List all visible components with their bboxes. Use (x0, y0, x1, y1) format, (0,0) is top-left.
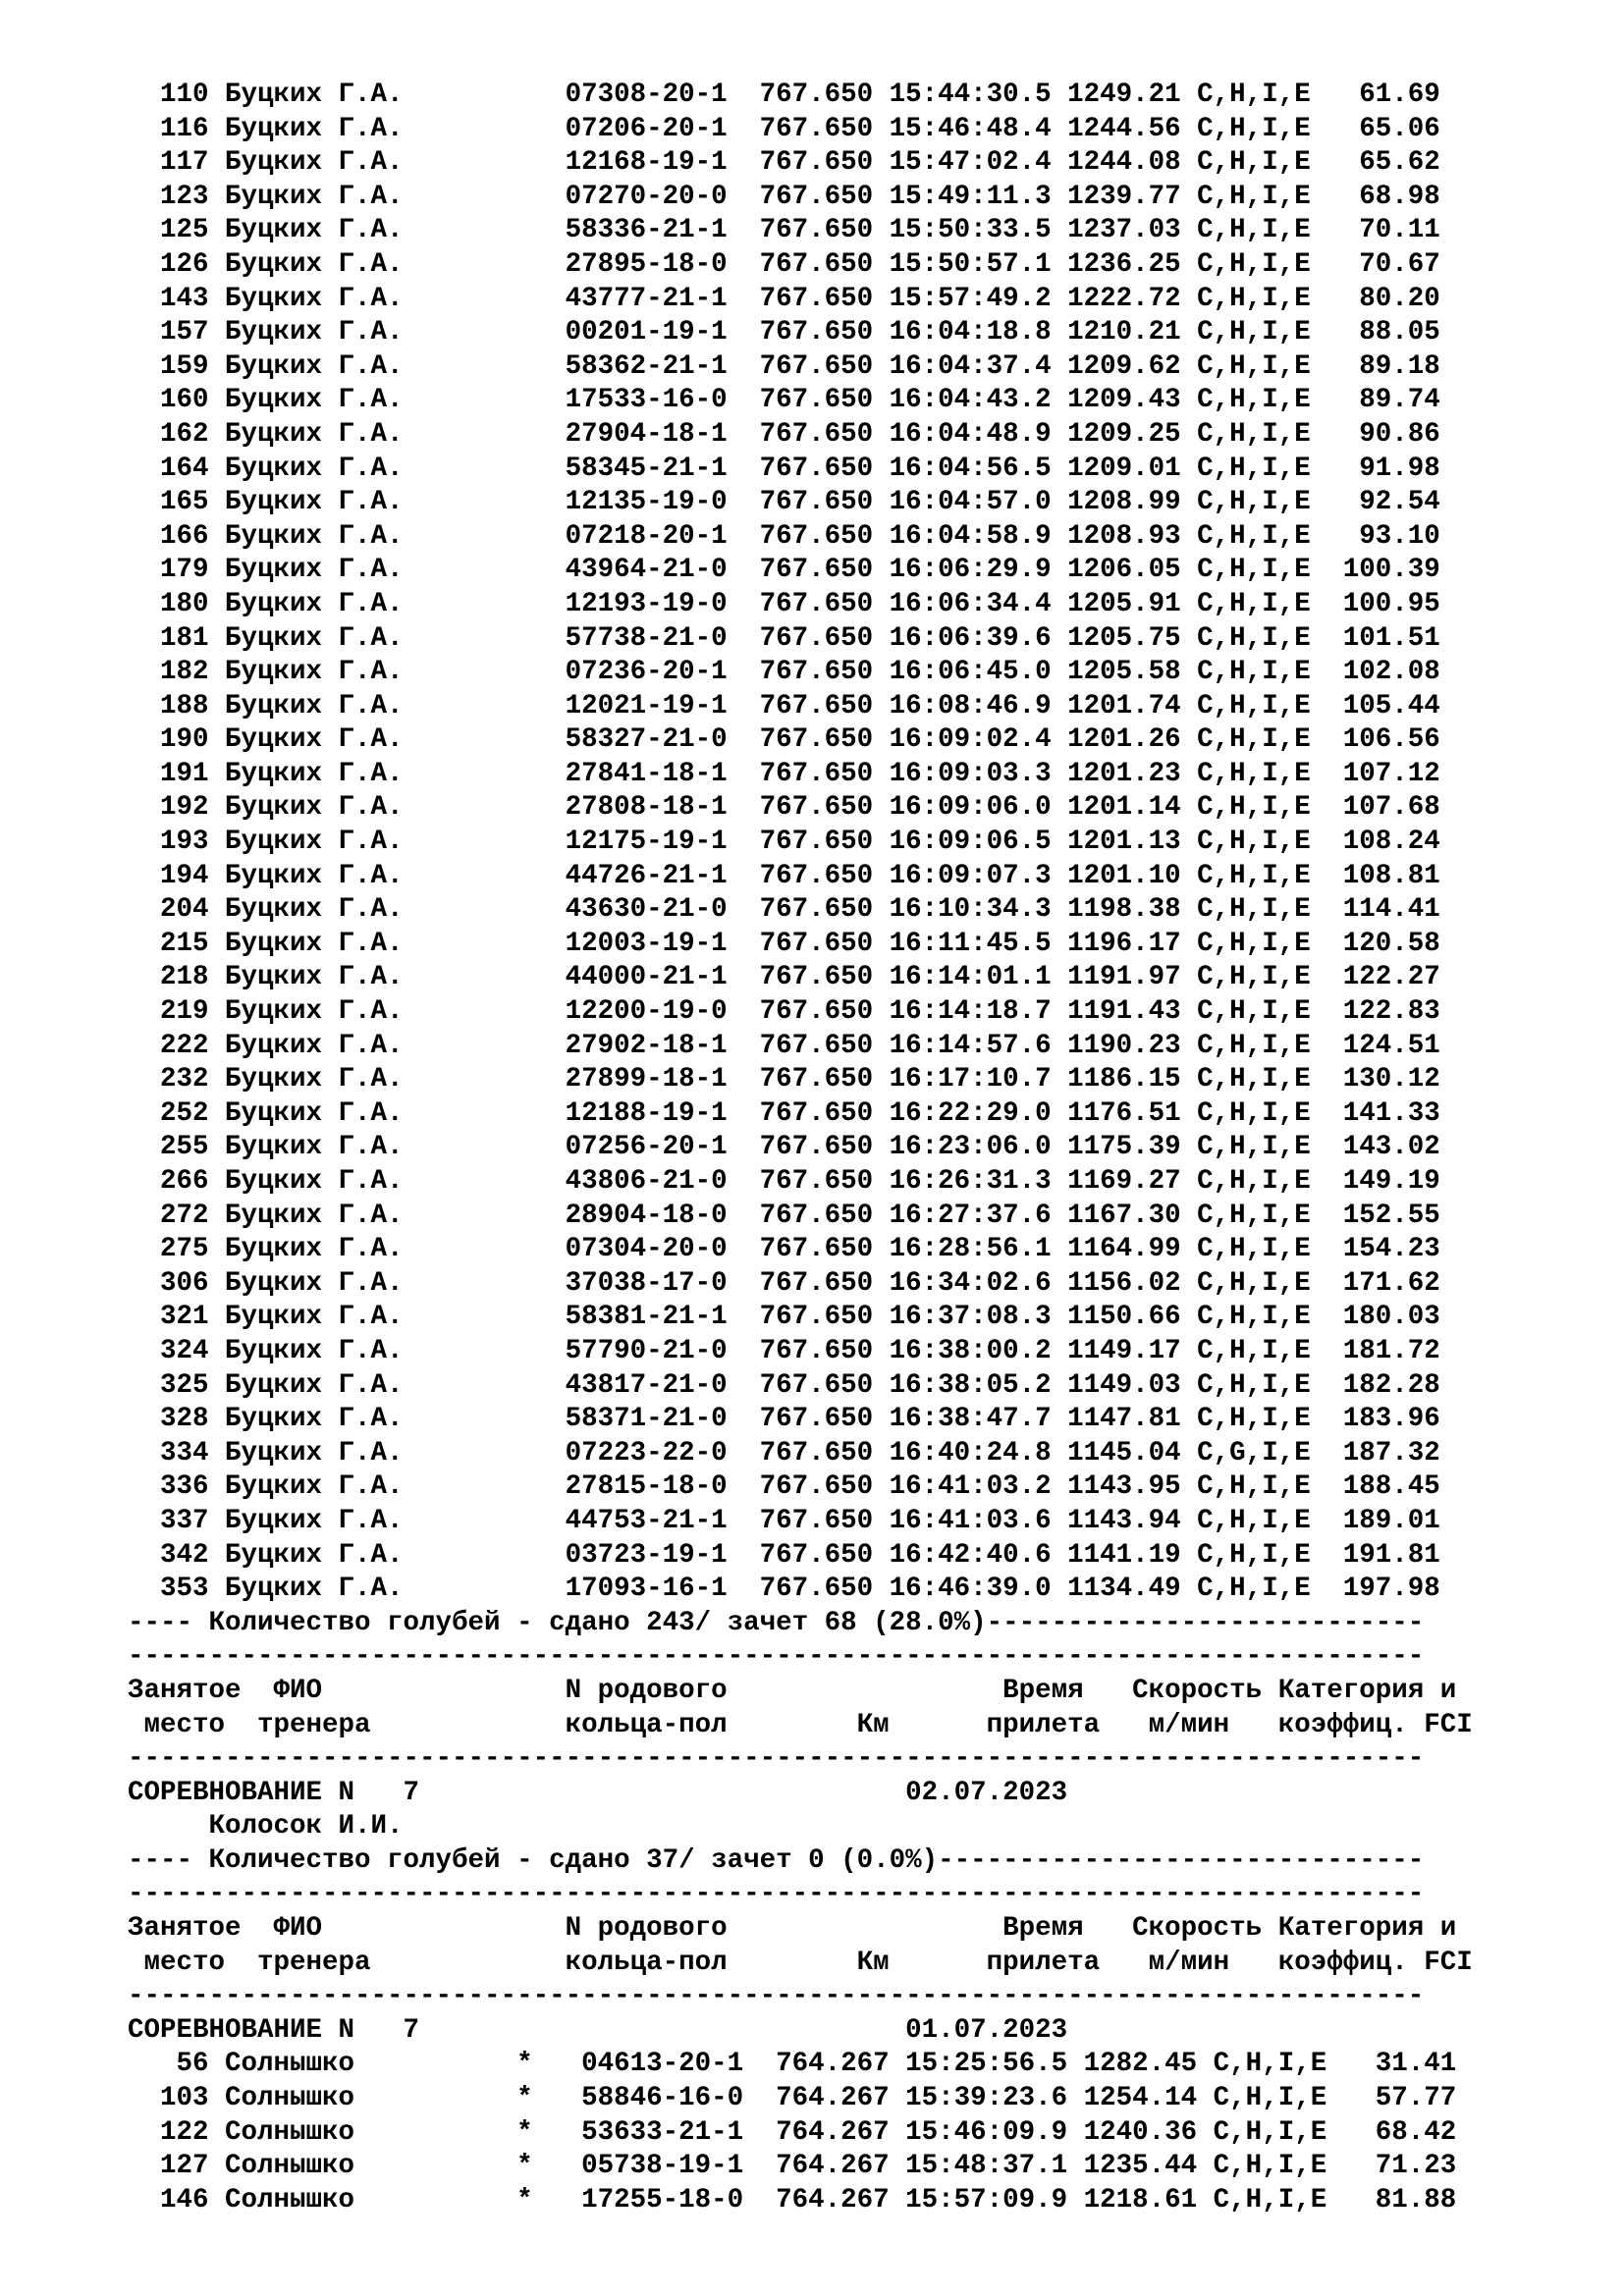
result-row: 182 Буцких Г.А. 07236-20-1 767.650 16:06:45.0 1205.58 C,H,I,E 102.08 (128, 657, 1440, 688)
result-row: 116 Буцких Г.А. 07206-20-1 767.650 15:46:48.4 1244.56 C,H,I,E 65.06 (128, 113, 1440, 144)
result-row: 328 Буцких Г.А. 58371-21-0 767.650 16:38:47.7 1147.81 C,H,I,E 183.96 (128, 1404, 1440, 1435)
column-header: место тренера кольца-пол Км прилета м/мин коэффиц. FCI (128, 1709, 1473, 1740)
result-row: 272 Буцких Г.А. 28904-18-0 767.650 16:27:37.6 1167.30 C,H,I,E 152.55 (128, 1200, 1440, 1231)
summary-line: ---- Количество голубей - сдано 37/ зачет 0 (0.0%)------------------------------ (128, 1844, 1425, 1876)
result-row: 191 Буцких Г.А. 27841-18-1 767.650 16:09:03.3 1201.23 C,H,I,E 107.12 (128, 758, 1440, 789)
column-header: Занятое ФИО N родового Время Скорость Категория и (128, 1913, 1457, 1945)
result-row: 157 Буцких Г.А. 00201-19-1 767.650 16:04:18.8 1210.21 C,H,I,E 88.05 (128, 317, 1440, 348)
result-row: 188 Буцких Г.А. 12021-19-1 767.650 16:08:46.9 1201.74 C,H,I,E 105.44 (128, 690, 1440, 721)
result-row: 143 Буцких Г.А. 43777-21-1 767.650 15:57:49.2 1222.72 C,H,I,E 80.20 (128, 283, 1440, 314)
result-row: 165 Буцких Г.А. 12135-19-0 767.650 16:04:57.0 1208.99 C,H,I,E 92.54 (128, 487, 1440, 518)
result-row: 117 Буцких Г.А. 12168-19-1 767.650 15:47:02.4 1244.08 C,H,I,E 65.62 (128, 147, 1440, 179)
result-row: 146 Солнышко * 17255-18-0 764.267 15:57:09.9 1218.61 C,H,I,E 81.88 (128, 2184, 1457, 2216)
result-row: 336 Буцких Г.А. 27815-18-0 767.650 16:41:03.2 1143.95 C,H,I,E 188.45 (128, 1471, 1440, 1503)
result-row: 126 Буцких Г.А. 27895-18-0 767.650 15:50:57.1 1236.25 C,H,I,E 70.67 (128, 248, 1440, 280)
result-row: 218 Буцких Г.А. 44000-21-1 767.650 16:14:01.1 1191.97 C,H,I,E 122.27 (128, 962, 1440, 993)
result-row: 162 Буцких Г.А. 27904-18-1 767.650 16:04:48.9 1209.25 C,H,I,E 90.86 (128, 418, 1440, 450)
result-row: 160 Буцких Г.А. 17533-16-0 767.650 16:04:43.2 1209.43 C,H,I,E 89.74 (128, 385, 1440, 416)
result-row: 232 Буцких Г.А. 27899-18-1 767.650 16:17:10.7 1186.15 C,H,I,E 130.12 (128, 1064, 1440, 1095)
result-row: 110 Буцких Г.А. 07308-20-1 767.650 15:44:30.5 1249.21 C,H,I,E 61.69 (128, 80, 1440, 110)
result-row: 122 Солнышко * 53633-21-1 764.267 15:46:09.9 1240.36 C,H,I,E 68.42 (128, 2116, 1457, 2148)
competition-header: СОРЕВНОВАНИЕ N 7 02.07.2023 (128, 1777, 1068, 1808)
result-row: 219 Буцких Г.А. 12200-19-0 767.650 16:14:18.7 1191.43 C,H,I,E 122.83 (128, 996, 1440, 1028)
result-row: 222 Буцких Г.А. 27902-18-1 767.650 16:14:57.6 1190.23 C,H,I,E 124.51 (128, 1030, 1440, 1061)
result-row: 125 Буцких Г.А. 58336-21-1 767.650 15:50:33.5 1237.03 C,H,I,E 70.11 (128, 215, 1440, 246)
result-row: 337 Буцких Г.А. 44753-21-1 767.650 16:41:03.6 1143.94 C,H,I,E 189.01 (128, 1505, 1440, 1536)
result-row: 325 Буцких Г.А. 43817-21-0 767.650 16:38:05.2 1149.03 C,H,I,E 182.28 (128, 1369, 1440, 1401)
result-row: 127 Солнышко * 05738-19-1 764.267 15:48:37.1 1235.44 C,H,I,E 71.23 (128, 2151, 1457, 2182)
result-row: 342 Буцких Г.А. 03723-19-1 767.650 16:42:40.6 1141.19 C,H,I,E 191.81 (128, 1539, 1440, 1571)
result-row: 192 Буцких Г.А. 27808-18-1 767.650 16:09:06.0 1201.14 C,H,I,E 107.68 (128, 792, 1440, 824)
result-row: 179 Буцких Г.А. 43964-21-0 767.650 16:06:29.9 1206.05 C,H,I,E 100.39 (128, 555, 1440, 586)
column-header: место тренера кольца-пол Км прилета м/мин коэффиц. FCI (128, 1947, 1473, 1978)
result-row: 204 Буцких Г.А. 43630-21-0 767.650 16:10:34.3 1198.38 C,H,I,E 114.41 (128, 894, 1440, 926)
result-row: 164 Буцких Г.А. 58345-21-1 767.650 16:04:56.5 1209.01 C,H,I,E 91.98 (128, 453, 1440, 484)
column-header: Занятое ФИО N родового Время Скорость Категория и (128, 1675, 1457, 1706)
result-row: 180 Буцких Г.А. 12193-19-0 767.650 16:06:34.4 1205.91 C,H,I,E 100.95 (128, 588, 1440, 619)
separator-line: -------------------------------------------------------------------------------- (128, 1879, 1425, 1910)
result-row: 194 Буцких Г.А. 44726-21-1 767.650 16:09:07.3 1201.10 C,H,I,E 108.81 (128, 860, 1440, 891)
result-row: 190 Буцких Г.А. 58327-21-0 767.650 16:09:02.4 1201.26 C,H,I,E 106.56 (128, 724, 1440, 756)
result-row: 266 Буцких Г.А. 43806-21-0 767.650 16:26:31.3 1169.27 C,H,I,E 149.19 (128, 1166, 1440, 1197)
result-row: 56 Солнышко * 04613-20-1 764.267 15:25:56.5 1282.45 C,H,I,E 31.41 (128, 2049, 1457, 2080)
result-row: 252 Буцких Г.А. 12188-19-1 767.650 16:22:29.0 1176.51 C,H,I,E 141.33 (128, 1097, 1440, 1129)
result-row: 193 Буцких Г.А. 12175-19-1 767.650 16:09:06.5 1201.13 C,H,I,E 108.24 (128, 827, 1440, 858)
competition-header: СОРЕВНОВАНИЕ N 7 01.07.2023 (128, 2014, 1068, 2046)
result-row: 275 Буцких Г.А. 07304-20-0 767.650 16:28:56.1 1164.99 C,H,I,E 154.23 (128, 1234, 1440, 1265)
separator-line: -------------------------------------------------------------------------------- (128, 1641, 1425, 1673)
result-row: 321 Буцких Г.А. 58381-21-1 767.650 16:37:08.3 1150.66 C,H,I,E 180.03 (128, 1302, 1440, 1333)
result-row: 103 Солнышко * 58846-16-0 764.267 15:39:23.6 1254.14 C,H,I,E 57.77 (128, 2083, 1457, 2114)
result-row: 166 Буцких Г.А. 07218-20-1 767.650 16:04:58.9 1208.93 C,H,I,E 93.10 (128, 520, 1440, 552)
separator-line: -------------------------------------------------------------------------------- (128, 1981, 1425, 2012)
result-row: 215 Буцких Г.А. 12003-19-1 767.650 16:11:45.5 1196.17 C,H,I,E 120.58 (128, 928, 1440, 959)
separator-line: -------------------------------------------------------------------------------- (128, 1743, 1425, 1775)
result-row: 324 Буцких Г.А. 57790-21-0 767.650 16:38:00.2 1149.17 C,H,I,E 181.72 (128, 1335, 1440, 1366)
results-listing (128, 79, 1473, 2217)
result-row: 159 Буцких Г.А. 58362-21-1 767.650 16:04:37.4 1209.62 C,H,I,E 89.18 (128, 350, 1440, 382)
result-row: 353 Буцких Г.А. 17093-16-1 767.650 16:46:39.0 1134.49 C,H,I,E 197.98 (128, 1574, 1440, 1605)
result-row: 123 Буцких Г.А. 07270-20-0 767.650 15:49:11.3 1239.77 C,H,I,E 68.98 (128, 181, 1440, 212)
result-row: 255 Буцких Г.А. 07256-20-1 767.650 16:23:06.0 1175.39 C,H,I,E 143.02 (128, 1132, 1440, 1163)
result-row: 334 Буцких Г.А. 07223-22-0 767.650 16:40:24.8 1145.04 C,G,I,E 187.32 (128, 1437, 1440, 1468)
result-row: 306 Буцких Г.А. 37038-17-0 767.650 16:34:02.6 1156.02 C,H,I,E 171.62 (128, 1267, 1440, 1299)
trainer-name: Колосок И.И. (128, 1811, 404, 1842)
result-row: 181 Буцких Г.А. 57738-21-0 767.650 16:06:39.6 1205.75 C,H,I,E 101.51 (128, 622, 1440, 654)
summary-line: ---- Количество голубей - сдано 243/ зачет 68 (28.0%)--------------------------- (128, 1607, 1425, 1638)
